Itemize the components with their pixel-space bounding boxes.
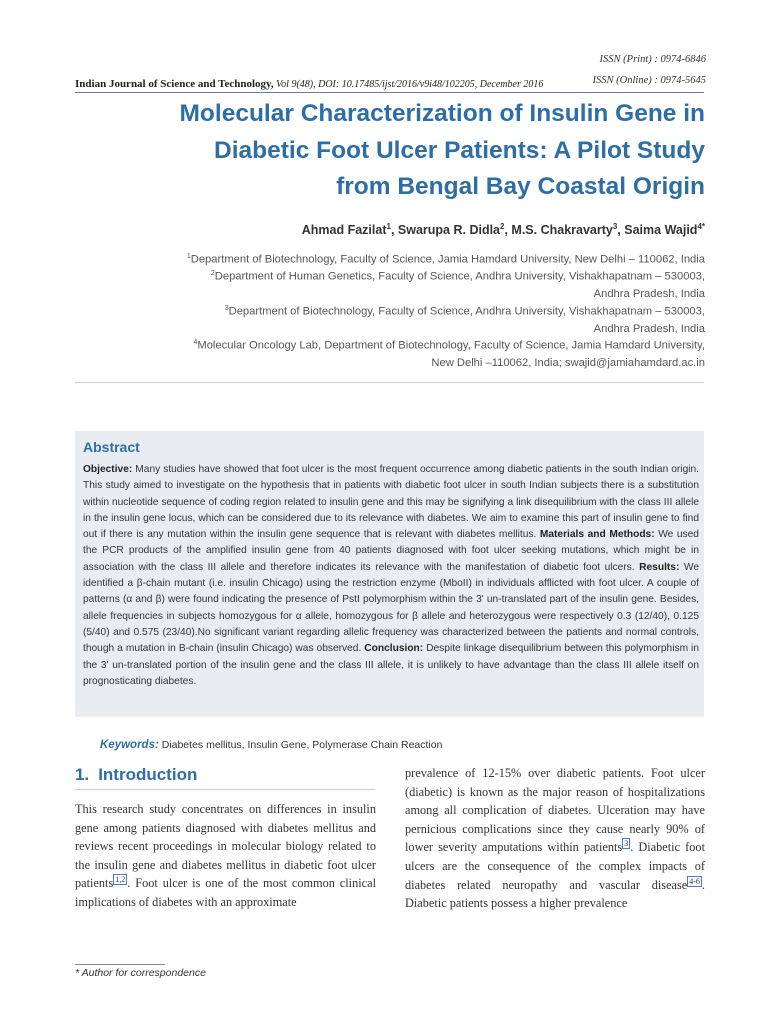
author-separator: ,: [390, 223, 398, 238]
paper-title: [105, 96, 705, 206]
abstract-results-label: Results:: [639, 561, 680, 573]
journal-name: Indian Journal of Science and Technology,: [75, 78, 274, 90]
affiliation-mark: 2: [210, 270, 215, 277]
affiliation-text: Department of Biotechnology, Faculty of Science, Andhra University, Vishakhapatnam – 530003,: [228, 305, 705, 318]
author-separator: ,: [617, 223, 625, 238]
author-name: Ahmad Fazilat: [301, 223, 387, 238]
journal-citation: [75, 78, 543, 90]
header-divider: [75, 92, 704, 93]
issn-online: ISSN (Online) : 0974-5645: [592, 75, 706, 86]
affiliation-text: Andhra Pradesh, India: [593, 322, 705, 335]
affiliation-mark: 1: [186, 253, 191, 260]
affiliation-mark: 3: [224, 305, 229, 312]
affiliation-4: [65, 334, 705, 372]
affiliation-mark: 4: [193, 339, 198, 346]
abstract-methods-text: We used the PCR products of the amplified insulin gene from 40 patients diagnosed with foot ulcer seeking mutations, which might be in association with the class III allele and therefore indicates its relevance with the manifestation of diabetic foot ulcers.: [83, 529, 699, 573]
intro-left-column: [75, 800, 376, 912]
keywords-label: Keywords:: [100, 739, 159, 751]
abstract-conclusion-label: Conclusion:: [364, 643, 424, 655]
author-name: M.S. Chakravarty: [511, 223, 613, 238]
abstract-body: [83, 462, 699, 690]
intro-text: prevalence of 12-15% over diabetic patients. Foot ulcer (diabetic) is known as the major reason of hospitalizations among all complication of diabetes. Ulceration may have pernicious complications since they cause nearly 90% of lower severity amputations within patients: [405, 766, 705, 855]
author-separator: ,: [504, 223, 512, 238]
affiliation-text: Andhra Pradesh, India: [593, 287, 705, 300]
affiliation-text: New Delhi –110062, India; swajid@jamiahamdard.ac.in: [431, 356, 705, 369]
author-name: Saima Wajid: [624, 223, 698, 238]
affiliation-text: Department of Human Genetics, Faculty of Science, Andhra University, Vishakhapatnam – 530003,: [214, 270, 705, 283]
section-divider: [75, 789, 375, 790]
journal-meta: Vol 9(48), DOI: 10.17485/ijst/2016/v9i48/102205, December 2016: [273, 79, 544, 90]
intro-right-column: [405, 764, 705, 913]
title-line-2: Diabetic Foot Ulcer Patients: A Pilot Study: [214, 136, 705, 164]
intro-text: . Diabetic patients possess a higher prevalence: [405, 877, 705, 911]
intro-text: . Foot ulcer is one of the most common clinical implications of diabetes with an approximate: [75, 876, 376, 910]
author-affiliation-mark: 4*: [697, 222, 705, 231]
issn-print: ISSN (Print) : 0974-6846: [599, 54, 706, 65]
affiliation-text: Department of Biotechnology, Faculty of Science, Jamia Hamdard University, New Delhi – 110062, India: [190, 253, 705, 266]
abstract-methods-label: Materials and Methods:: [539, 529, 655, 541]
section-number: 1.: [75, 765, 90, 784]
abstract-heading: Abstract: [83, 439, 140, 455]
intro-text: This research study concentrates on differences in insulin gene among patients diagnosed with diabetes mellitus and reviews recent proceedings in molecular biology related to the insulin gene and diabetes mellitus in diabetic foot ulcer patients: [75, 802, 376, 891]
keywords-text: Diabetes mellitus, Insulin Gene, Polymerase Chain Reaction: [158, 739, 443, 751]
intro-text: . Diabetic foot ulcers are the consequence of the complex impacts of diabetes related neuropathy and vascular disease: [405, 840, 705, 892]
author-name: Swarupa R. Didla: [397, 223, 501, 238]
author-affiliation-mark: 3: [612, 222, 618, 231]
author-list: [302, 222, 705, 237]
affiliation-text: Molecular Oncology Lab, Department of Biotechnology, Faculty of Science, Jamia Hamdard University,: [197, 339, 705, 352]
affiliation-divider: [75, 382, 704, 383]
affiliation-2: [65, 265, 705, 303]
citation-link[interactable]: 1,2: [115, 875, 126, 885]
title-line-3: from Bengal Bay Coastal Origin: [336, 173, 705, 200]
citation-link[interactable]: 3: [624, 839, 629, 849]
correspondence-footnote: * Author for correspondence: [75, 967, 206, 979]
abstract-objective-text: Many studies have showed that foot ulcer is the most frequent occurrence among diabetic patients in the south Indian origin. This study aimed to investigate on the hypothesis that in patients with diabetic foot ulcer in south Indian subjects there is a substitution within nucleotide sequence of coding region related to insulin gene and this may be signifying a link disequilibrium with the class III allele in the insulin gene locus, which can be considered due to its relevance with diabetes. We aim to examine this part of insulin gene to find out if there is any mutation within the insulin gene sequence that is relevant with diabetes mellitus.: [83, 464, 699, 541]
abstract-objective-label: Objective:: [83, 464, 133, 475]
title-line-1: Molecular Characterization of Insulin Gene in: [179, 100, 705, 127]
section-title: Introduction: [98, 765, 198, 784]
footnote-divider: [75, 964, 165, 965]
keywords: [100, 739, 442, 751]
section-heading-introduction: [75, 765, 197, 785]
author-affiliation-mark: 2: [500, 222, 505, 231]
affiliation-3: [65, 300, 705, 338]
citation-link[interactable]: 4-6: [689, 876, 700, 886]
abstract-conclusion-text: Despite linkage disequilibrium between this polymorphism in the 3' un-translated portion of the insulin gene and the class III allele, it is unlikely to have advantage than the class III allele itself on prognosticating diabetes.: [83, 643, 699, 687]
author-affiliation-mark: 1: [386, 222, 391, 231]
abstract-results-text: We identified a β-chain mutant (i.e. insulin Chicago) using the restriction enzyme (MboII) in individuals afflicted with foot ulcer. A couple of patterns (α and β) were found indicating the presence of PstI polymorphism within the 3' un-translated part of the insulin gene. Besides, allele frequencies in subjects homozygous for α allele, homozygous for β allele and heterozygous were respectively 0.3 (12/40), 0.125 (5/40) and 0.575 (23/40).No significant variant regarding allelic frequency was characterized between the patients and normal controls, though a mutation in B-chain (insulin Chicago) was observed.: [83, 561, 699, 655]
